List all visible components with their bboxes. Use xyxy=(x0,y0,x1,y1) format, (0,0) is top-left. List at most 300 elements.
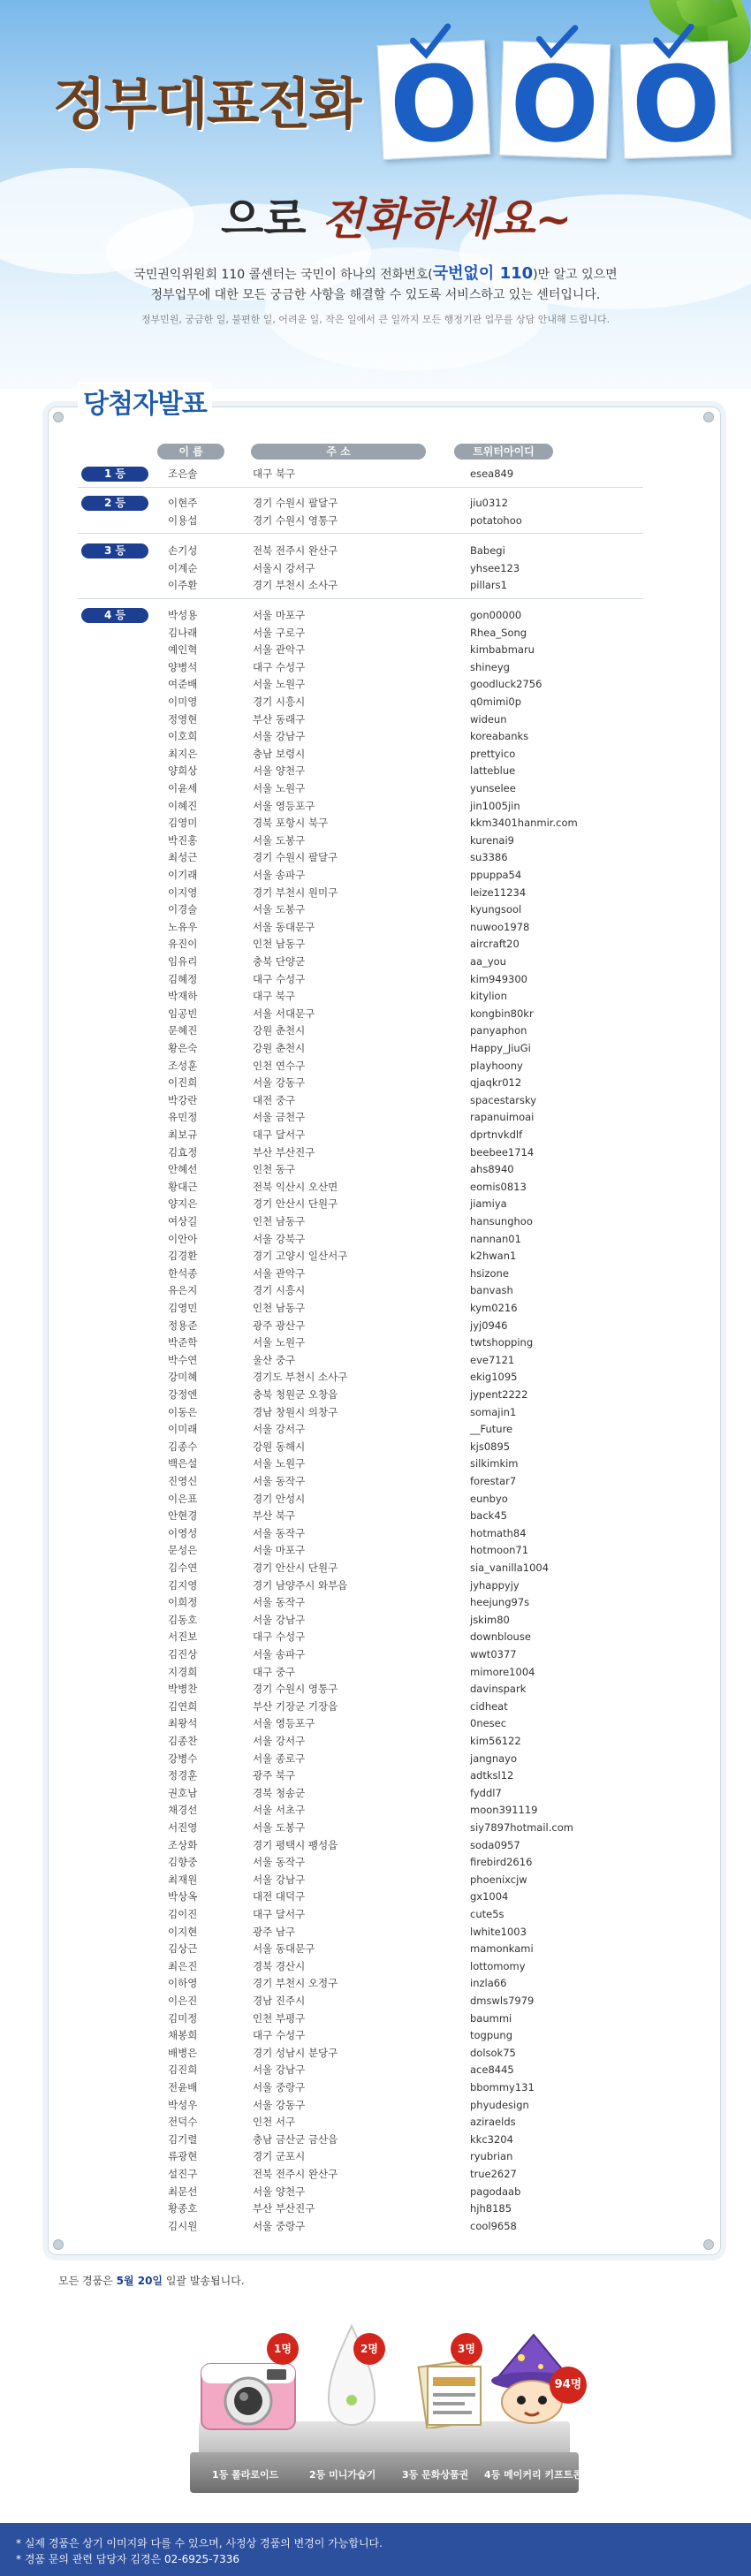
winner-twitter-id: kim949300 xyxy=(470,972,527,985)
winner-name: 황종호 xyxy=(168,2202,198,2215)
winner-twitter-id: true2627 xyxy=(470,2168,517,2180)
winner-address: 인천 남동구 xyxy=(253,1302,306,1314)
winner-name: 이계순 xyxy=(168,561,198,574)
winner-name: 이희정 xyxy=(168,1596,198,1609)
winner-address: 대전 중구 xyxy=(253,1093,296,1106)
winner-row xyxy=(168,560,663,578)
prize-2-label: 2등 미니가습기 xyxy=(309,2469,376,2481)
prize-2-badge: 2명 xyxy=(353,2333,385,2365)
winner-address: 서울 노원구 xyxy=(253,782,306,794)
winner-row xyxy=(168,798,663,816)
winner-address: 서울 강남구 xyxy=(253,1613,306,1626)
notice-suffix: 일괄 발송됩니다. xyxy=(163,2275,245,2287)
winner-twitter-id: silkimkim xyxy=(470,1457,519,1470)
winner-address: 울산 중구 xyxy=(253,1353,296,1366)
winner-name: 이주환 xyxy=(168,579,198,592)
winner-row xyxy=(168,1577,663,1595)
winner-twitter-id: potatohoo xyxy=(470,513,522,527)
winner-name: 유진이 xyxy=(168,938,198,951)
winner-twitter-id: yunselee xyxy=(470,782,516,794)
winner-row xyxy=(168,1318,663,1335)
winner-twitter-id: mimore1004 xyxy=(470,1665,535,1678)
winner-address: 전북 전주시 완산구 xyxy=(253,2168,338,2180)
winner-name: 강정엔 xyxy=(168,1388,198,1401)
winner-twitter-id: kitylion xyxy=(470,990,507,1003)
winner-row xyxy=(168,676,663,694)
winner-twitter-id: dmswls7979 xyxy=(470,1995,535,2007)
intro-line-1a: 국민권익위원회 110 콜센터는 국민이 하나의 전화번호( xyxy=(133,268,433,282)
winner-twitter-id: hjh8185 xyxy=(470,2202,512,2215)
page-title: 정부대표전화 xyxy=(53,72,360,136)
winner-twitter-id: eve7121 xyxy=(470,1353,515,1366)
winner-name: 김진상 xyxy=(168,1648,198,1660)
winner-row xyxy=(168,1767,663,1785)
winner-address: 서울 노원구 xyxy=(253,678,306,691)
winner-row xyxy=(168,1664,663,1682)
winner-twitter-id: phoenixcjw xyxy=(470,1873,527,1886)
intro-line-1 xyxy=(0,263,751,285)
winner-address: 부산 기장군 기장읍 xyxy=(253,1699,338,1713)
winner-row xyxy=(168,2184,663,2201)
winner-name: 이은진 xyxy=(168,1995,198,2007)
winner-row xyxy=(168,1854,663,1872)
winner-address: 인천 동구 xyxy=(253,1163,296,1176)
checkmark-icon xyxy=(409,23,453,60)
winner-row xyxy=(168,2114,663,2131)
winner-name: 조은솔 xyxy=(168,467,198,480)
winner-twitter-id: kyungsool xyxy=(470,903,522,916)
winner-name: 이지영 xyxy=(168,885,198,899)
winner-twitter-id: somajin1 xyxy=(470,1405,517,1418)
winner-row xyxy=(168,1265,663,1283)
winner-name: 김상근 xyxy=(168,1942,198,1956)
winner-address: 광주 광산구 xyxy=(253,1318,306,1332)
winner-row xyxy=(168,1196,663,1213)
winner-address: 경기 수원시 팔달구 xyxy=(253,497,338,509)
winner-address: 서울시 강서구 xyxy=(253,561,315,574)
winner-address: 서울 동대문구 xyxy=(253,1942,315,1956)
winner-row xyxy=(168,867,663,885)
winner-name: 박진홍 xyxy=(168,833,198,847)
winner-address: 서울 중랑구 xyxy=(253,2219,306,2232)
winner-address: 경기 성남시 분당구 xyxy=(253,2046,338,2059)
winner-address: 광주 북구 xyxy=(253,1769,296,1782)
winner-name: 이호희 xyxy=(168,730,198,743)
winner-row xyxy=(168,2200,663,2218)
winner-name: 임공빈 xyxy=(168,1007,198,1020)
prize-3-badge: 3명 xyxy=(451,2333,482,2365)
winner-row xyxy=(168,901,663,919)
winner-name: 안혜선 xyxy=(168,1163,198,1176)
winner-address: 강원 춘천시 xyxy=(253,1042,306,1054)
winner-row xyxy=(168,1751,663,1768)
winner-address: 경기도 부천시 소사구 xyxy=(253,1371,348,1384)
winner-twitter-id: kurenai9 xyxy=(470,833,514,847)
winner-twitter-id: pagodaab xyxy=(470,2185,521,2198)
intro-highlight: 국번없이 110 xyxy=(432,264,534,283)
winner-address: 경남 창원시 의창구 xyxy=(253,1405,338,1418)
footer-line-2: * 경품 문의 관련 담당자 김경은 02-6925-7336 xyxy=(16,2553,239,2565)
winners-title: 당첨자발표 xyxy=(78,382,212,421)
winner-twitter-id: twtshopping xyxy=(470,1336,534,1349)
winner-address: 인천 서구 xyxy=(253,2116,296,2129)
winner-address: 전북 익산시 오산면 xyxy=(253,1180,338,1193)
winner-row xyxy=(168,954,663,971)
winner-twitter-id: beebee1714 xyxy=(470,1145,535,1159)
winner-twitter-id: ace8445 xyxy=(470,2063,514,2077)
winner-twitter-id: jangnayo xyxy=(470,1752,518,1765)
winner-name: 이윤세 xyxy=(168,782,198,794)
winner-row xyxy=(168,1975,663,1993)
winner-twitter-id: moon391119 xyxy=(470,1804,538,1817)
winner-row xyxy=(168,577,663,595)
winner-address: 서울 동대문구 xyxy=(253,920,315,933)
notice-prefix: 모든 경품은 xyxy=(58,2275,117,2287)
winner-row xyxy=(168,1213,663,1231)
winner-name: 최보규 xyxy=(168,1128,198,1141)
o-card-2 xyxy=(499,41,611,167)
winner-twitter-id: kym0216 xyxy=(470,1302,518,1314)
column-header-address: 주 소 xyxy=(251,444,426,460)
winner-row xyxy=(168,2218,663,2236)
winner-twitter-id: eomis0813 xyxy=(470,1180,527,1193)
winner-row xyxy=(168,1594,663,1612)
winner-name: 박준학 xyxy=(168,1336,198,1349)
winner-twitter-id: nuwoo1978 xyxy=(470,920,530,933)
winner-address: 서울 서대문구 xyxy=(253,1007,315,1020)
winner-name: 양희상 xyxy=(168,764,198,778)
winner-twitter-id: Happy_JiuGi xyxy=(470,1042,531,1054)
pin-icon xyxy=(703,2239,714,2250)
winner-row xyxy=(168,1508,663,1525)
rank-badge: 2 등 xyxy=(81,496,148,511)
winner-address: 대전 대덕구 xyxy=(253,1890,306,1904)
winner-row xyxy=(168,1248,663,1265)
winner-address: 경기 안성시 xyxy=(253,1492,306,1505)
winner-twitter-id: leize11234 xyxy=(470,885,527,899)
winner-twitter-id: Rhea_Song xyxy=(470,626,527,639)
winner-twitter-id: wwt0377 xyxy=(470,1648,517,1660)
subtitle-handwritten: 전화하세요~ xyxy=(322,193,573,245)
winner-twitter-id: hansunghoo xyxy=(470,1215,533,1227)
winner-twitter-id: Babegi xyxy=(470,544,505,557)
winner-twitter-id: playhoony xyxy=(470,1059,523,1072)
winner-twitter-id: koreabanks xyxy=(470,730,529,743)
winner-address: 인천 부평구 xyxy=(253,2011,306,2025)
winner-address: 서울 구로구 xyxy=(253,626,306,639)
winner-address: 서울 영등포구 xyxy=(253,799,315,812)
winner-row xyxy=(168,1179,663,1197)
winner-address: 경기 안산시 단원구 xyxy=(253,1562,338,1574)
winner-address: 경기 안산시 단원구 xyxy=(253,1197,338,1211)
intro-line-1b: )만 알고 있으면 xyxy=(533,268,618,282)
pin-icon xyxy=(53,2239,64,2250)
winner-address: 경북 경산시 xyxy=(253,1959,306,1972)
winner-twitter-id: kongbin80kr xyxy=(470,1007,534,1020)
winner-address: 충북 단양군 xyxy=(253,955,306,968)
winner-name: 서진영 xyxy=(168,1821,198,1834)
winner-twitter-id: banvash xyxy=(470,1284,513,1297)
winner-address: 경북 포항시 북구 xyxy=(253,817,329,830)
winner-row xyxy=(168,1837,663,1855)
winner-twitter-id: jypent2222 xyxy=(470,1388,528,1401)
winner-name: 최은진 xyxy=(168,1959,198,1972)
winner-name: 이용섭 xyxy=(168,513,198,527)
winner-name: 여상길 xyxy=(168,1215,198,1227)
winner-row xyxy=(168,513,663,530)
winner-twitter-id: eunbyo xyxy=(470,1492,508,1505)
winner-address: 강원 동해시 xyxy=(253,1440,306,1453)
winner-name: 안현경 xyxy=(168,1509,198,1523)
winner-name: 백은설 xyxy=(168,1457,198,1470)
winner-name: 김종찬 xyxy=(168,1735,198,1747)
winner-twitter-id: dprtnvkdlf xyxy=(470,1128,523,1141)
winner-twitter-id: lwhite1003 xyxy=(470,1925,527,1938)
winner-twitter-id: lottomomy xyxy=(470,1959,526,1972)
winner-name: 김종수 xyxy=(168,1440,198,1453)
winner-name: 김영미 xyxy=(168,817,198,830)
winner-name: 최지은 xyxy=(168,747,198,760)
winner-name: 지경희 xyxy=(168,1665,198,1678)
winner-name: 여준배 xyxy=(168,678,198,691)
winner-name: 이지현 xyxy=(168,1925,198,1938)
winner-twitter-id: back45 xyxy=(470,1509,507,1523)
winner-row xyxy=(168,1820,663,1837)
winner-row xyxy=(168,2045,663,2063)
winner-name: 전윤배 xyxy=(168,2081,198,2093)
hero-subtitle xyxy=(221,184,572,247)
winner-address: 경기 부천시 오정구 xyxy=(253,1977,338,1990)
winner-name: 채봉희 xyxy=(168,2029,198,2042)
winner-name: 이미래 xyxy=(168,1423,198,1436)
winner-twitter-id: aziraelds xyxy=(470,2116,516,2129)
winner-row xyxy=(168,2148,663,2166)
winner-row xyxy=(168,466,663,483)
winner-row xyxy=(168,936,663,954)
winner-name: 조상화 xyxy=(168,1838,198,1851)
winner-address: 대구 중구 xyxy=(253,1665,296,1678)
winner-row xyxy=(168,1872,663,1889)
winner-twitter-id: jiamiya xyxy=(470,1197,507,1211)
winner-name: 박재하 xyxy=(168,990,198,1003)
winner-twitter-id: hotmoon71 xyxy=(470,1544,529,1557)
winner-name: 박성용 xyxy=(168,609,198,621)
prize-4-badge: 94명 xyxy=(550,2367,587,2404)
winner-row xyxy=(168,988,663,1006)
winner-address: 인천 연수구 xyxy=(253,1059,306,1072)
winner-twitter-id: adtksl12 xyxy=(470,1769,514,1782)
winner-twitter-id: jyhappyjy xyxy=(470,1578,520,1592)
winner-row xyxy=(168,607,663,625)
winner-address: 대구 수성구 xyxy=(253,2029,306,2042)
pin-icon xyxy=(53,412,64,422)
pin-icon xyxy=(703,412,714,422)
winner-address: 경기 수원시 팔달구 xyxy=(253,851,338,864)
winner-address: 서울 마포구 xyxy=(253,1544,306,1557)
winner-name: 한석종 xyxy=(168,1266,198,1280)
winner-row xyxy=(168,815,663,832)
prize-1-badge: 1명 xyxy=(267,2333,299,2365)
winner-twitter-id: cute5s xyxy=(470,1908,504,1920)
winner-row xyxy=(168,1542,663,1560)
winner-twitter-id: siy7897hotmail.com xyxy=(470,1821,573,1834)
winner-address: 대구 달서구 xyxy=(253,1128,306,1141)
winner-name: 문혜진 xyxy=(168,1024,198,1037)
winner-name: 이안아 xyxy=(168,1232,198,1245)
winner-row xyxy=(168,728,663,746)
notice-date: 5월 20일 xyxy=(116,2275,163,2287)
rank-badge: 4 등 xyxy=(81,608,148,623)
winner-row xyxy=(168,763,663,780)
winner-row xyxy=(168,2131,663,2149)
winner-twitter-id: kjs0895 xyxy=(470,1440,511,1453)
rank-badge: 3 등 xyxy=(81,543,148,559)
winner-name: 손기성 xyxy=(168,544,198,557)
winner-row xyxy=(168,711,663,729)
winner-address: 서울 동작구 xyxy=(253,1856,306,1869)
winner-name: 정경훈 xyxy=(168,1769,198,1782)
winner-twitter-id: dolsok75 xyxy=(470,2046,516,2059)
rank-badge: 1 등 xyxy=(81,467,148,482)
winner-name: 최문선 xyxy=(168,2185,198,2198)
winner-name: 김영민 xyxy=(168,1302,198,1314)
winner-row xyxy=(168,659,663,677)
winner-name: 강미혜 xyxy=(168,1371,198,1384)
winner-name: 김효정 xyxy=(168,1145,198,1159)
winner-row xyxy=(168,1300,663,1318)
winner-name: 이현주 xyxy=(168,497,198,509)
winner-name: 예인혁 xyxy=(168,643,198,657)
winner-name: 박강란 xyxy=(168,1093,198,1106)
winner-address: 인천 남동구 xyxy=(253,938,306,951)
winner-twitter-id: baummi xyxy=(470,2011,512,2025)
winner-row xyxy=(168,1888,663,1906)
winner-name: 이진희 xyxy=(168,1076,198,1090)
winner-name: 김연희 xyxy=(168,1699,198,1713)
winner-name: 김수연 xyxy=(168,1562,198,1574)
winner-address: 전북 전주시 완산구 xyxy=(253,544,338,557)
winner-address: 부산 부산진구 xyxy=(253,1145,315,1159)
winner-row xyxy=(168,2010,663,2028)
winner-row xyxy=(168,1421,663,1439)
winner-twitter-id: jin1005jin xyxy=(470,799,520,812)
winner-name: 양지은 xyxy=(168,1197,198,1211)
winner-address: 경기 부천시 소사구 xyxy=(253,579,338,592)
winner-row xyxy=(168,780,663,798)
winner-twitter-id: togpung xyxy=(470,2029,513,2042)
winner-row xyxy=(168,1785,663,1803)
winner-twitter-id: jyj0946 xyxy=(470,1318,508,1332)
winner-twitter-id: esea849 xyxy=(470,467,514,480)
group-divider xyxy=(78,598,643,599)
winner-address: 서울 강남구 xyxy=(253,1873,306,1886)
winner-twitter-id: heejung97s xyxy=(470,1596,530,1609)
o-letter: O xyxy=(386,41,482,168)
winner-name: 황은숙 xyxy=(168,1042,198,1054)
o-letter: O xyxy=(508,42,602,167)
winner-name: 김진희 xyxy=(168,2063,198,2077)
winner-twitter-id: kim56122 xyxy=(470,1735,521,1747)
winner-row xyxy=(168,1698,663,1716)
column-header-name: 이 름 xyxy=(157,444,224,460)
winner-address: 서울 양천구 xyxy=(253,2185,306,2198)
winner-address: 서울 도봉구 xyxy=(253,903,306,916)
winner-row xyxy=(168,1352,663,1370)
winner-twitter-id: gx1004 xyxy=(470,1890,509,1904)
winner-row xyxy=(168,1802,663,1820)
winner-address: 서울 노원구 xyxy=(253,1336,306,1349)
winner-twitter-id: panyaphon xyxy=(470,1024,527,1037)
winner-twitter-id: kkm3401hanmir.com xyxy=(470,817,578,830)
winner-twitter-id: aa_you xyxy=(470,955,506,968)
winner-row xyxy=(168,1906,663,1924)
winner-name: 최성근 xyxy=(168,851,198,864)
winner-address: 부산 부산진구 xyxy=(253,2202,315,2215)
winner-name: 진영신 xyxy=(168,1475,198,1487)
winner-name: 유은지 xyxy=(168,1284,198,1297)
winner-twitter-id: cidheat xyxy=(470,1699,508,1713)
winner-row xyxy=(168,1629,663,1646)
winner-row xyxy=(168,971,663,989)
winner-row xyxy=(168,1161,663,1179)
winner-name: 이영성 xyxy=(168,1526,198,1539)
winner-row xyxy=(168,2062,663,2079)
winner-name: 조성훈 xyxy=(168,1059,198,1072)
winner-name: 이은표 xyxy=(168,1492,198,1505)
winner-address: 서울 영등포구 xyxy=(253,1717,315,1730)
winner-address: 서울 종로구 xyxy=(253,1752,306,1765)
winner-name: 박상옥 xyxy=(168,1890,198,1904)
gift-certificate-icon xyxy=(415,2358,488,2428)
winner-row xyxy=(168,1058,663,1075)
winner-row xyxy=(168,1924,663,1941)
winner-address: 서울 강동구 xyxy=(253,1076,306,1090)
winner-name: 김미정 xyxy=(168,2011,198,2025)
winner-name: 박성우 xyxy=(168,2098,198,2111)
winner-name: 이혜진 xyxy=(168,799,198,812)
winner-name: 이하영 xyxy=(168,1977,198,1990)
intro-line-3: 정부민원, 궁금한 일, 불편한 일, 어려운 일, 작은 일에서 큰 일까지 모든 행정기관 업무를 상담 안내해 드립니다. xyxy=(140,314,611,325)
winner-twitter-id: sia_vanilla1004 xyxy=(470,1562,550,1574)
winner-address: 경북 청송군 xyxy=(253,1786,306,1799)
checkmark-icon xyxy=(652,23,695,60)
winner-address: 경기 부천시 원미구 xyxy=(253,885,338,899)
winner-address: 서울 강남구 xyxy=(253,730,306,743)
winner-address: 서울 송파구 xyxy=(253,1648,306,1660)
winner-address: 서울 강남구 xyxy=(253,2063,306,2077)
winner-twitter-id: pillars1 xyxy=(470,579,507,592)
winner-twitter-id: qjaqkr012 xyxy=(470,1076,522,1090)
winner-name: 박수연 xyxy=(168,1353,198,1366)
winner-name: 김시원 xyxy=(168,2219,198,2232)
winner-row xyxy=(168,1560,663,1577)
winner-twitter-id: davinspark xyxy=(470,1683,527,1696)
winner-row xyxy=(168,1525,663,1543)
winner-twitter-id: downblouse xyxy=(470,1630,531,1644)
winner-name: 정영현 xyxy=(168,712,198,726)
winner-name: 류광현 xyxy=(168,2150,198,2163)
winner-row xyxy=(168,919,663,937)
delivery-notice xyxy=(58,2273,245,2288)
winner-name: 황대근 xyxy=(168,1180,198,1193)
winner-row xyxy=(168,1006,663,1023)
winner-row xyxy=(168,543,663,560)
column-header-twitter: 트위터아이디 xyxy=(454,444,553,460)
winner-address: 서울 관악구 xyxy=(253,643,306,657)
winner-twitter-id: kkc3204 xyxy=(470,2132,513,2146)
winner-name: 김이진 xyxy=(168,1908,198,1920)
winner-row xyxy=(168,1092,663,1110)
